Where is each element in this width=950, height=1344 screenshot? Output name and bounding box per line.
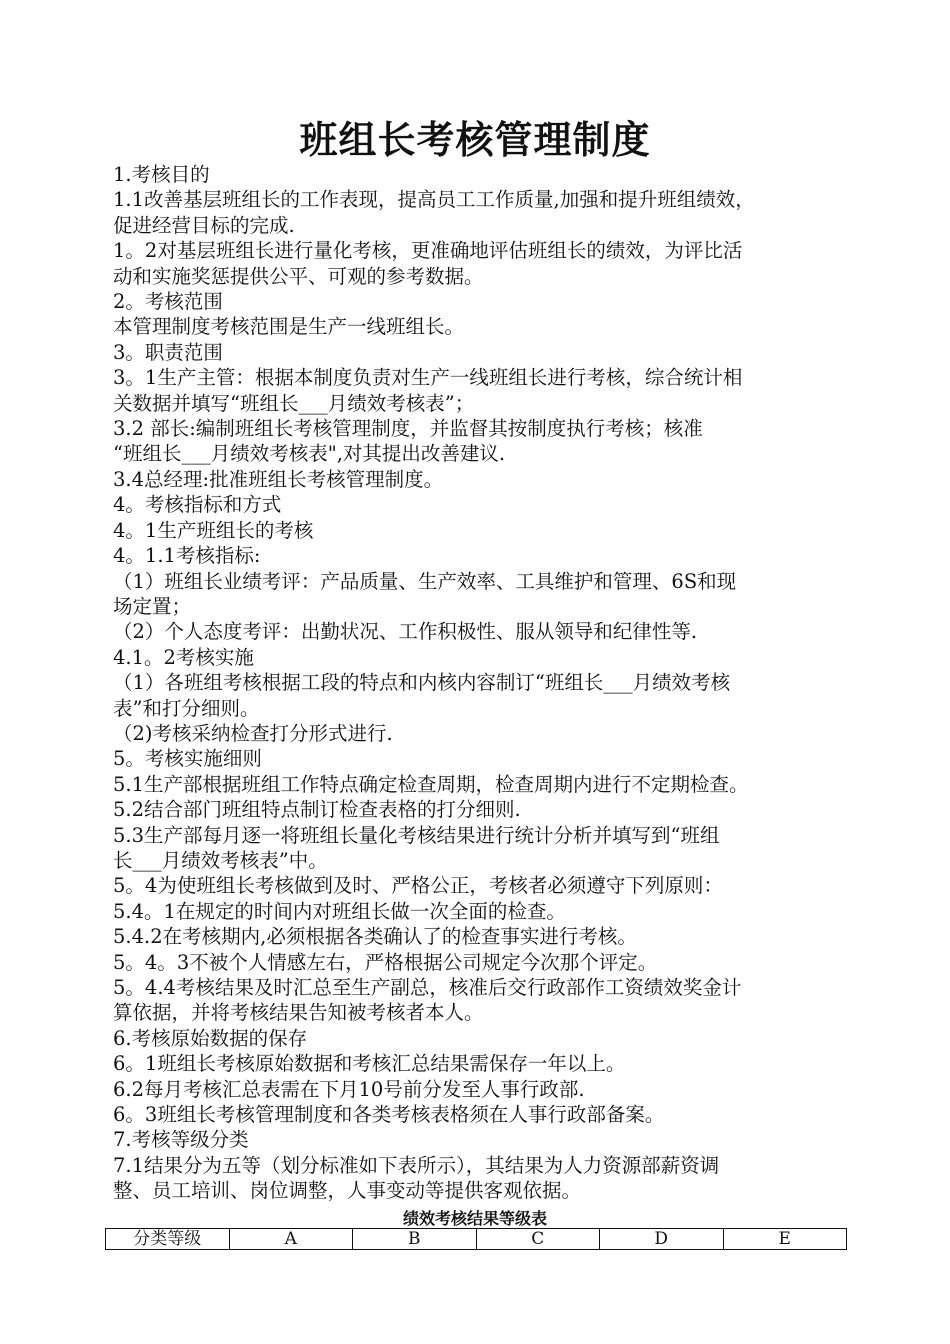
document-line: 5。4为使班组长考核做到及时、严格公正，考核者必须遵守下列原则： xyxy=(113,874,723,898)
table-header-cell: E xyxy=(723,1229,847,1250)
document-line: 4。1生产班组长的考核 xyxy=(113,518,314,542)
grade-table xyxy=(105,1228,847,1250)
document-line: 6。1班组长考核原始数据和考核汇总结果需保存一年以上。 xyxy=(113,1052,626,1076)
document-line: 5。4.4考核结果及时汇总至生产副总，核准后交行政部作工资绩效奖金计 xyxy=(113,976,742,999)
document-body xyxy=(113,162,853,1204)
document-line: 1.1改善基层班组长的工作表现，提高员工工作质量,加强和提升班组绩效， xyxy=(113,188,755,212)
document-line: 7.考核等级分类 xyxy=(113,1128,249,1152)
document-line: 表”和打分细则。 xyxy=(113,696,260,720)
document-line: 动和实施奖惩提供公平、可观的参考数据。 xyxy=(113,264,484,288)
document-line: 算依据，并将考核结果告知被考核者本人。 xyxy=(113,1001,484,1025)
document-line: 整、员工培训、岗位调整，人事变动等提供客观依据。 xyxy=(113,1179,582,1203)
document-line: 2。考核范围 xyxy=(113,290,223,314)
document-line: 长___月绩效考核表”中。 xyxy=(113,848,328,872)
table-header-cell: C xyxy=(476,1229,600,1250)
document-line: 6.2每月考核汇总表需在下月10号前分发至人事行政部. xyxy=(113,1077,585,1101)
document-line: 5.4。1在规定的时间内对班组长做一次全面的检查。 xyxy=(113,899,566,923)
document-line: “班组长___月绩效考核表",对其提出改善建议. xyxy=(113,442,506,466)
document-line: 促进经营目标的完成. xyxy=(113,213,295,237)
document-line: 4。1.1考核指标: xyxy=(113,544,261,568)
document-line: 本管理制度考核范围是生产一线班组长。 xyxy=(113,315,465,339)
document-line: （2）个人态度考评：出勤状况、工作积极性、服从领导和纪律性等. xyxy=(113,620,698,644)
document-line: 6.考核原始数据的保存 xyxy=(113,1026,308,1050)
table-header-cell: B xyxy=(353,1229,477,1250)
document-line: （1）各班组考核根据工段的特点和内核内容制订“班组长___月绩效考核 xyxy=(113,671,731,695)
table-header-row xyxy=(106,1229,847,1250)
document-line: 5.2结合部门班组特点制订检查表格的打分细则. xyxy=(113,798,521,822)
document-line: 4。考核指标和方式 xyxy=(113,493,282,517)
document-line: 5.3生产部每月逐一将班组长量化考核结果进行统计分析并填写到“班组 xyxy=(113,823,720,847)
document-line: 1.考核目的 xyxy=(113,163,210,186)
document-line: 3。职责范围 xyxy=(113,340,223,364)
document-line: 3。1生产主管：根据本制度负责对生产一线班组长进行考核，综合统计相 xyxy=(113,366,743,390)
document-line: 场定置； xyxy=(113,594,192,618)
table-title: 绩效考核结果等级表 xyxy=(402,1209,547,1228)
document-line: 5。4。3不被个人情感左右，严格根据公司规定今次那个评定。 xyxy=(113,950,658,974)
document-line: 3.4总经理:批准班组长考核管理制度。 xyxy=(113,467,444,491)
document-line: 关数据并填写“班组长___月绩效考核表”； xyxy=(113,391,475,415)
document-title: 班组长考核管理制度 xyxy=(299,118,651,162)
document-line: 4.1。2考核实施 xyxy=(113,645,254,669)
table-header-cell: 分类等级 xyxy=(106,1229,230,1250)
document-line: 1。2对基层班组长进行量化考核，更准确地评估班组长的绩效，为评比活 xyxy=(113,239,743,263)
document-line: 5。考核实施细则 xyxy=(113,747,262,771)
document-line: 5.4.2在考核期内,必须根据各类确认了的检查事实进行考核。 xyxy=(113,925,637,949)
document-line: 7.1结果分为五等（划分标准如下表所示），其结果为人力资源部薪资调 xyxy=(113,1153,720,1177)
table-header-cell: D xyxy=(600,1229,724,1250)
document-line: （1）班组长业绩考评：产品质量、生产效率、工具维护和管理、6S和现 xyxy=(113,569,737,593)
table-header-cell: A xyxy=(229,1229,353,1250)
document-line: （2)考核采纳检查打分形式进行. xyxy=(113,721,393,745)
document-line: 3.2 部长:编制班组长考核管理制度，并监督其按制度执行考核；核准 xyxy=(113,417,703,441)
document-line: 5.1生产部根据班组工作特点确定检查周期，检查周期内进行不定期检查。 xyxy=(113,772,749,796)
document-line: 6。3班组长考核管理制度和各类考核表格须在人事行政部备案。 xyxy=(113,1103,665,1127)
